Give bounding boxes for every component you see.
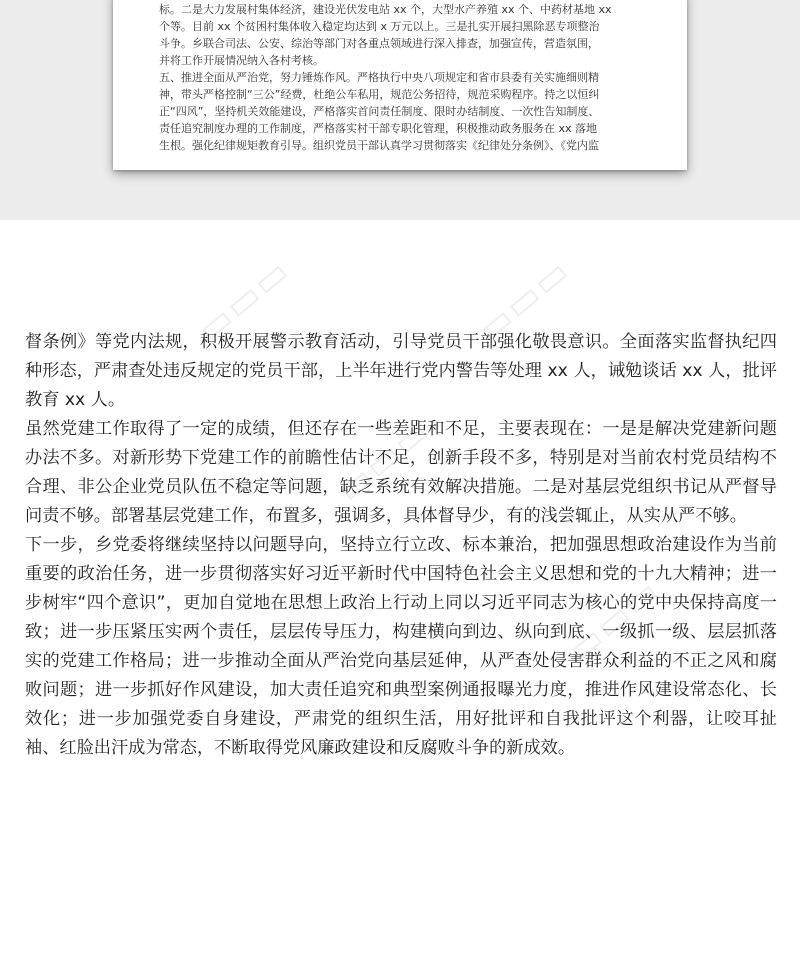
preview-text [159,0,647,154]
preview-background [0,0,800,220]
preview-line: 责任追究制度办理的工作制度，严格落实村干部专职化管理，积极推动政务服务在 xx 落地 [159,122,598,135]
preview-line: 斗争。乡联合司法、公安、综治等部门对各重点领域进行深入排查，加强宣传，营造氛围， [159,37,599,50]
preview-line: 个等。目前 xx 个贫困村集体收入稳定均达到 x 万元以上。三是扎实开展扫黑除恶专项整治 [159,20,600,33]
preview-line: 生根。强化纪律规矩教育引导。组织党员干部认真学习贯彻落实《纪律处分条例》、《党内监 [159,139,599,152]
preview-line: 神，带头严格控制“三公”经费，杜绝公车私用，规范公务招待，规范采购程序。持之以恒纠 [159,88,600,101]
document-body [25,328,777,763]
watermark-shape: ▭▭▭ [189,250,299,351]
preview-line: 标。二是大力发展村集体经济，建设光伏发电站 xx 个，大型水产养殖 xx 个、中药材基地 xx [159,3,612,16]
body-paragraph: 虽然党建工作取得了一定的成绩，但还存在一些差距和不足，主要表现在：一是是解决党建新问题办法不多。对新形势下党建工作的前瞻性估计不足，创新手段不多，特别是对当前农村党员结构不合理、非公企业党员队伍不稳定等问题，缺乏系统有效解决措施。二是对基层党组织书记从严督导问责不够。部署基层党建工作，布置多，强调多，具体督导少，有的浅尝辄止，从实从严不够。 [25,419,777,526]
watermark-shape: ▭▭▭ [329,410,439,511]
preview-line: 正“四风”，坚持机关效能建设，严格落实首问责任制度、限时办结制度、一次性告知制度、 [159,105,600,118]
document-page-preview [113,0,687,170]
preview-line: 并将工作开展情况纳入各村考核。 [159,54,324,67]
body-paragraph: 督条例》等党内法规，积极开展警示教育活动，引导党员干部强化敬畏意识。全面落实监督执纪四种形态，严肃查处违反规定的党员干部，上半年进行党内警告等处理 xx 人，诫勉谈话 xx 人，批评教育 xx 人。 [25,332,777,410]
body-paragraph: 下一步，乡党委将继续坚持以问题导向，坚持立行立改、标本兼治，把加强思想政治建设作为当前重要的政治任务，进一步贯彻落实好习近平新时代中国特色社会主义思想和党的十九大精神；进一步树牢“四个意识”，更加自觉地在思想上政治上行动上同以习近平同志为核心的党中央保持高度一致；进一步压紧压实两个责任，层层传导压力，构建横向到边、纵向到底、一级抓一级、层层抓落实的党建工作格局；进一步推动全面从严治党向基层延伸，从严查处侵害群众利益的不正之风和腐败问题；进一步抓好作风建设，加大责任追究和典型案例通报曝光力度，推进作风建设常态化、长效化；进一步加强党委自身建设，严肃党的组织生活，用好批评和自我批评这个利器，让咬耳扯袖、红脸出汗成为常态，不断取得党风廉政建设和反腐败斗争的新成效。 [25,535,777,758]
watermark-shape: ▭▭▭ [469,250,579,351]
preview-line: 五、推进全面从严治党，努力锤炼作风。严格执行中央八项规定和省市县委有关实施细则精 [159,71,599,84]
watermark-shape: ▭▭▭ [559,570,669,671]
